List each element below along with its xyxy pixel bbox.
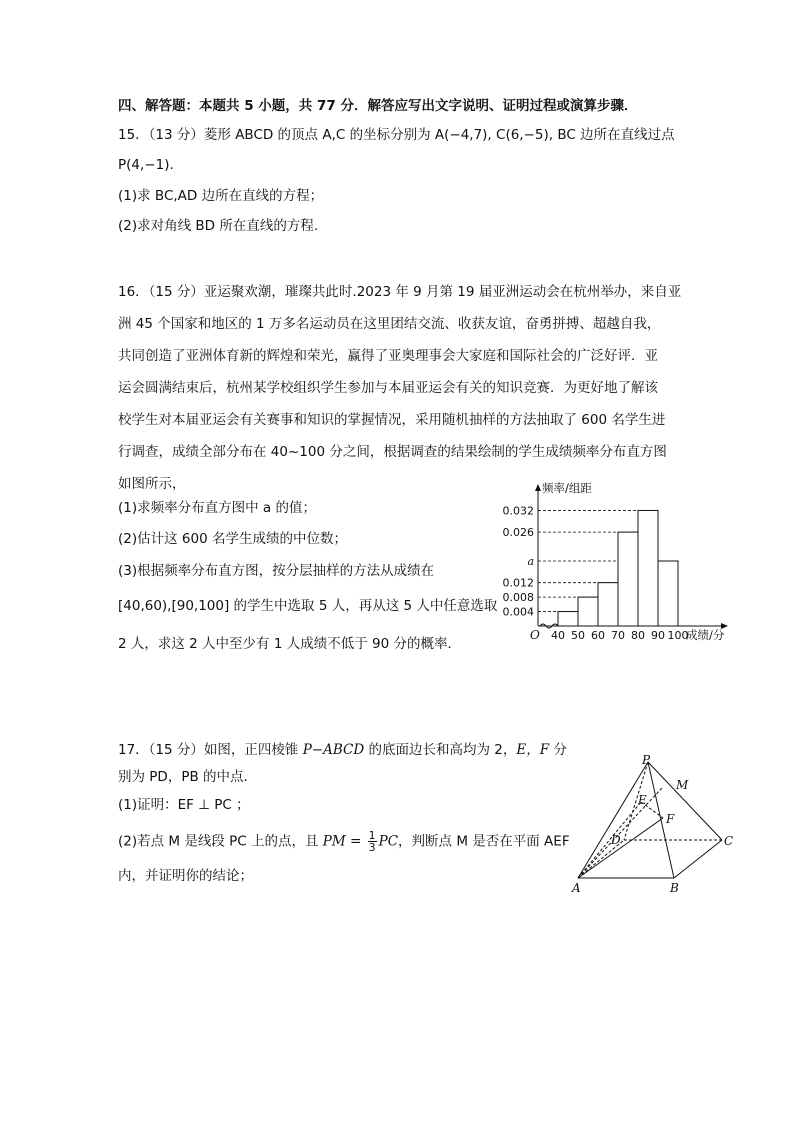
histogram-bar bbox=[578, 597, 598, 626]
y-tick-label: 0.012 bbox=[502, 576, 534, 590]
q16-line-1: 16．（15 分）亚运聚欢潮，璀璨共此时.2023 年 9 月第 19 届亚洲运动会在杭州举办，来自亚 bbox=[118, 284, 682, 300]
x-tick-label: 50 bbox=[571, 629, 585, 642]
y-axis-arrow bbox=[535, 484, 541, 491]
q17-part1: (1)证明：EF ⊥ PC ； bbox=[118, 797, 250, 813]
q17-pyramid-name: P−ABCD bbox=[302, 742, 365, 758]
histogram-bar bbox=[638, 510, 658, 626]
q17-part3: 内，并证明你的结论； bbox=[118, 868, 253, 884]
x-tick-label: 90 bbox=[651, 629, 665, 642]
edge-pa bbox=[578, 762, 648, 878]
q16-part3a: (3)根据频率分布直方图，按分层抽样的方法从成绩在 bbox=[118, 563, 435, 579]
q16-part2: (2)估计这 600 名学生成绩的中位数； bbox=[118, 531, 347, 547]
histogram-bar bbox=[558, 612, 578, 626]
edge-pc bbox=[648, 762, 722, 840]
x-tick-label: 100 bbox=[667, 629, 689, 642]
y-tick-label: 0.032 bbox=[502, 504, 534, 518]
q16-part3b: [40,60),[90,100] 的学生中选取 5 人，再从这 5 人中任意选取 bbox=[118, 598, 498, 614]
label-e: E bbox=[638, 793, 647, 807]
x-tick-label: 60 bbox=[591, 629, 605, 642]
label-b: B bbox=[670, 881, 679, 895]
q17-line1c: 的底面边长和高均为 2， bbox=[364, 742, 517, 758]
q16-part1: (1)求频率分布直方图中 a 的值； bbox=[118, 500, 316, 516]
label-p: P bbox=[642, 753, 651, 767]
q16-line-2: 洲 45 个国家和地区的 1 万多名运动员在这里团结交流、收获友谊，奋勇拼搏、超越自我， bbox=[118, 316, 661, 332]
label-a: A bbox=[572, 881, 581, 895]
q15-part1: (1)求 BC,AD 边所在直线的方程； bbox=[118, 188, 324, 204]
y-tick-label: 0.004 bbox=[502, 605, 534, 619]
q16-part3c: 2 人，求这 2 人中至少有 1 人成绩不低于 90 分的概率． bbox=[118, 636, 461, 652]
label-c: C bbox=[724, 834, 734, 848]
q17-part2a: (2)若点 M 是线段 PC 上的点，且 bbox=[118, 833, 323, 850]
histogram-bar bbox=[598, 583, 618, 626]
frequency-histogram bbox=[496, 476, 736, 652]
q16-line-3: 共同创造了亚洲体育新的辉煌和荣光，赢得了亚奥理事会大家庭和国际社会的广泛好评．亚 bbox=[118, 348, 658, 364]
q16-line-6: 行调查，成绩全部分布在 40~100 分之间，根据调查的结果绘制的学生成绩频率分布直方图 bbox=[118, 444, 667, 460]
origin-label: O bbox=[530, 628, 540, 642]
pyramid-figure bbox=[566, 752, 742, 896]
x-tick-label: 80 bbox=[631, 629, 645, 642]
section-heading: 四、解答题：本题共 5 小题，共 77 分．解答应写出文字说明、证明过程或演算步骤． bbox=[118, 98, 638, 114]
fraction-numerator: 1 bbox=[368, 829, 376, 842]
q17-part2 bbox=[118, 830, 570, 853]
q15-part2: (2)求对角线 BD 所在直线的方程. bbox=[118, 218, 319, 234]
x-tick-label: 40 bbox=[551, 629, 565, 642]
y-axis-label: 频率/组距 bbox=[542, 481, 592, 495]
label-d: D bbox=[611, 833, 621, 847]
histogram-bar bbox=[658, 561, 678, 626]
y-tick-label: 0.008 bbox=[502, 591, 534, 605]
q17-line2: 别为 PD，PB 的中点． bbox=[118, 769, 258, 785]
fraction-one-third bbox=[368, 830, 377, 853]
q15-line2: P(4,−1). bbox=[118, 157, 174, 173]
x-axis-label: 成绩/分 bbox=[686, 628, 725, 642]
q17-points-ef: E，F bbox=[516, 742, 550, 758]
q17-part2d: ，判断点 M 是否在平面 AEF bbox=[398, 833, 570, 850]
y-tick-label: a bbox=[527, 555, 534, 568]
label-f: F bbox=[666, 812, 675, 826]
q15-line1: 15．（13 分）菱形 ABCD 的顶点 A,C 的坐标分别为 A(−4,7), C(6,−5), BC 边所在直线过点 bbox=[118, 127, 675, 143]
q17-part2c: PC bbox=[378, 833, 399, 850]
edge-bc bbox=[674, 840, 722, 878]
q17-line1 bbox=[118, 740, 567, 760]
y-tick-label: 0.026 bbox=[502, 526, 534, 540]
label-m: M bbox=[676, 778, 689, 792]
q16-line-4: 运会圆满结束后，杭州某学校组织学生参加与本届亚运会有关的知识竞赛．为更好地了解该 bbox=[118, 380, 658, 396]
q17-part2b: PM = bbox=[322, 833, 366, 850]
fraction-denominator: 3 bbox=[368, 841, 376, 854]
q16-line-7: 如图所示， bbox=[118, 476, 186, 492]
q16-line-5: 校学生对本届亚运会有关赛事和知识的掌握情况，采用随机抽样的方法抽取了 600 名学生进 bbox=[118, 412, 666, 428]
x-tick-label: 70 bbox=[611, 629, 625, 642]
q17-line1a: 17．（15 分）如图，正四棱锥 bbox=[118, 742, 303, 758]
histogram-bar bbox=[618, 532, 638, 626]
q17-line1e: 分 bbox=[549, 742, 567, 758]
